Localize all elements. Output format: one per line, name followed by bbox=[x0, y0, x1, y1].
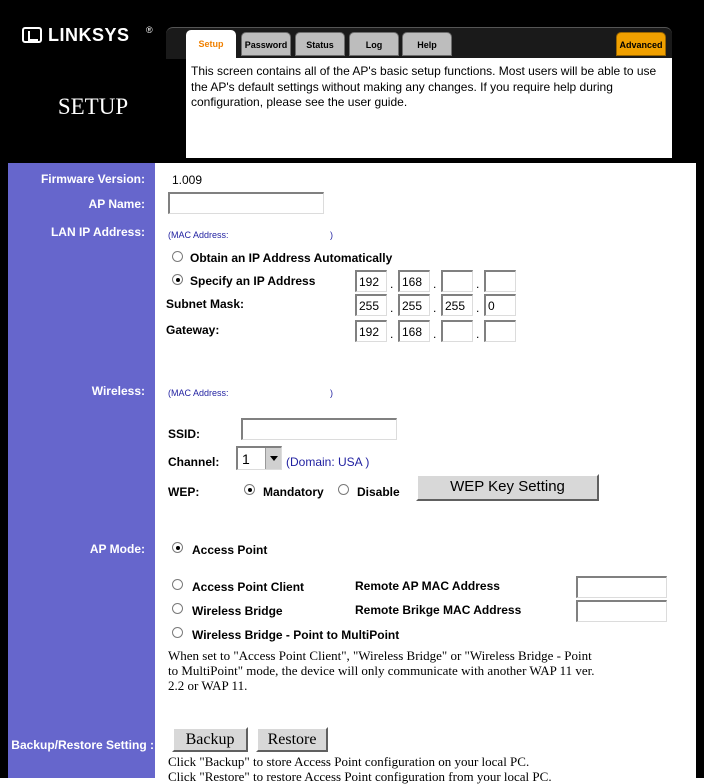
wep-label: WEP: bbox=[168, 485, 200, 499]
subnet-dot: . bbox=[476, 301, 480, 315]
remote-ap-mac-input[interactable] bbox=[576, 576, 667, 598]
description-panel bbox=[186, 58, 672, 158]
tab-help[interactable]: Help bbox=[402, 32, 452, 56]
linksys-logo-icon bbox=[22, 27, 42, 43]
sidebar bbox=[0, 158, 155, 778]
gateway-dot: . bbox=[476, 327, 480, 341]
right-border bbox=[696, 158, 704, 778]
wireless-mac-prefix: (MAC Address: bbox=[168, 388, 229, 398]
ip-dot: . bbox=[390, 277, 394, 291]
channel-label: Channel: bbox=[168, 455, 220, 469]
subnet-dot: . bbox=[433, 301, 437, 315]
backup-button[interactable]: Backup bbox=[172, 727, 248, 752]
tab-setup[interactable]: Setup bbox=[186, 30, 236, 60]
subnet-octet-3[interactable] bbox=[441, 294, 473, 316]
subnet-octet-2[interactable] bbox=[398, 294, 430, 316]
gateway-octet-1[interactable] bbox=[355, 320, 387, 342]
ip-octet-1[interactable] bbox=[355, 270, 387, 292]
wep-disable-radio[interactable] bbox=[338, 484, 349, 495]
wep-mandatory-label: Mandatory bbox=[263, 485, 324, 499]
page-title: SETUP bbox=[57, 94, 129, 119]
ap-mode-note: When set to "Access Point Client", "Wireless Bridge" or "Wireless Bridge - Point to MultiPoint" mode, the device will only communicate with another WAP 11 ver. 2.2 or WAP 11. bbox=[168, 648, 595, 693]
subnet-octet-1[interactable] bbox=[355, 294, 387, 316]
subnet-octet-4[interactable] bbox=[484, 294, 516, 316]
obtain-ip-radio[interactable] bbox=[172, 251, 183, 262]
tab-log[interactable]: Log bbox=[349, 32, 399, 56]
wep-disable-label: Disable bbox=[357, 485, 400, 499]
channel-value: 1 bbox=[242, 451, 250, 467]
lan-mac-suffix: ) bbox=[330, 230, 333, 240]
backup-note: Click "Backup" to store Access Point configuration on your local PC. bbox=[168, 754, 530, 769]
remote-bridge-mac-label: Remote Brikge MAC Address bbox=[355, 603, 522, 617]
gateway-octet-3[interactable] bbox=[441, 320, 473, 342]
ap-client-radio[interactable] bbox=[172, 579, 183, 590]
gateway-octet-4[interactable] bbox=[484, 320, 516, 342]
ip-octet-2[interactable] bbox=[398, 270, 430, 292]
restore-note: Click "Restore" to restore Access Point configuration from your local PC. bbox=[168, 769, 552, 784]
ip-octet-4[interactable] bbox=[484, 270, 516, 292]
remote-bridge-mac-input[interactable] bbox=[576, 600, 667, 622]
lan-mac-prefix: (MAC Address: bbox=[168, 230, 229, 240]
tab-advanced[interactable]: Advanced bbox=[616, 32, 666, 56]
ap-mode-label: AP Mode: bbox=[89, 542, 145, 556]
tab-bar bbox=[166, 27, 672, 59]
gateway-label: Gateway: bbox=[166, 323, 220, 337]
gateway-dot: . bbox=[433, 327, 437, 341]
specify-ip-radio[interactable] bbox=[172, 274, 183, 285]
brand-name: LINKSYS bbox=[48, 25, 130, 45]
brand-reg-mark: ® bbox=[146, 25, 153, 35]
gateway-octet-2[interactable] bbox=[398, 320, 430, 342]
ip-octet-3[interactable] bbox=[441, 270, 473, 292]
firmware-value: 1.009 bbox=[172, 173, 203, 187]
domain-text: (Domain: USA ) bbox=[286, 455, 370, 469]
subnet-mask-label: Subnet Mask: bbox=[166, 297, 245, 311]
ap-name-label: AP Name: bbox=[88, 197, 145, 211]
ssid-input[interactable] bbox=[241, 418, 397, 440]
p2mp-radio[interactable] bbox=[172, 627, 183, 638]
restore-button[interactable]: Restore bbox=[256, 727, 328, 752]
lan-ip-label: LAN IP Address: bbox=[50, 225, 145, 239]
tab-status[interactable]: Status bbox=[295, 32, 345, 56]
linksys-logo bbox=[22, 25, 157, 47]
obtain-ip-label: Obtain an IP Address Automatically bbox=[190, 251, 393, 265]
firmware-label: Firmware Version: bbox=[40, 172, 145, 186]
specify-ip-label: Specify an IP Address bbox=[190, 274, 316, 288]
wireless-bridge-label: Wireless Bridge bbox=[192, 604, 283, 618]
access-point-label: Access Point bbox=[192, 543, 268, 557]
wep-mandatory-radio[interactable] bbox=[244, 484, 255, 495]
subnet-dot: . bbox=[390, 301, 394, 315]
wireless-mac-suffix: ) bbox=[330, 388, 333, 398]
header bbox=[0, 0, 704, 158]
chevron-down-icon[interactable] bbox=[265, 448, 281, 469]
ap-client-label: Access Point Client bbox=[192, 580, 305, 594]
wireless-label: Wireless: bbox=[91, 384, 145, 398]
ssid-label: SSID: bbox=[168, 427, 201, 441]
ap-name-input[interactable] bbox=[168, 192, 324, 214]
backup-restore-label: Backup/Restore Setting : bbox=[11, 738, 154, 752]
ip-dot: . bbox=[433, 277, 437, 291]
channel-select[interactable] bbox=[236, 446, 282, 470]
wep-key-setting-button[interactable]: WEP Key Setting bbox=[416, 474, 599, 501]
ip-dot: . bbox=[476, 277, 480, 291]
p2mp-label: Wireless Bridge - Point to MultiPoint bbox=[192, 628, 400, 642]
page-description: This screen contains all of the AP's basic setup functions. Most users will be able to use the AP's default settings without making any changes. If you require help during configuration, please see the user guide. bbox=[191, 64, 657, 109]
tab-password[interactable]: Password bbox=[241, 32, 291, 56]
access-point-radio[interactable] bbox=[172, 542, 183, 553]
remote-ap-mac-label: Remote AP MAC Address bbox=[355, 579, 500, 593]
wireless-bridge-radio[interactable] bbox=[172, 603, 183, 614]
gateway-dot: . bbox=[390, 327, 394, 341]
